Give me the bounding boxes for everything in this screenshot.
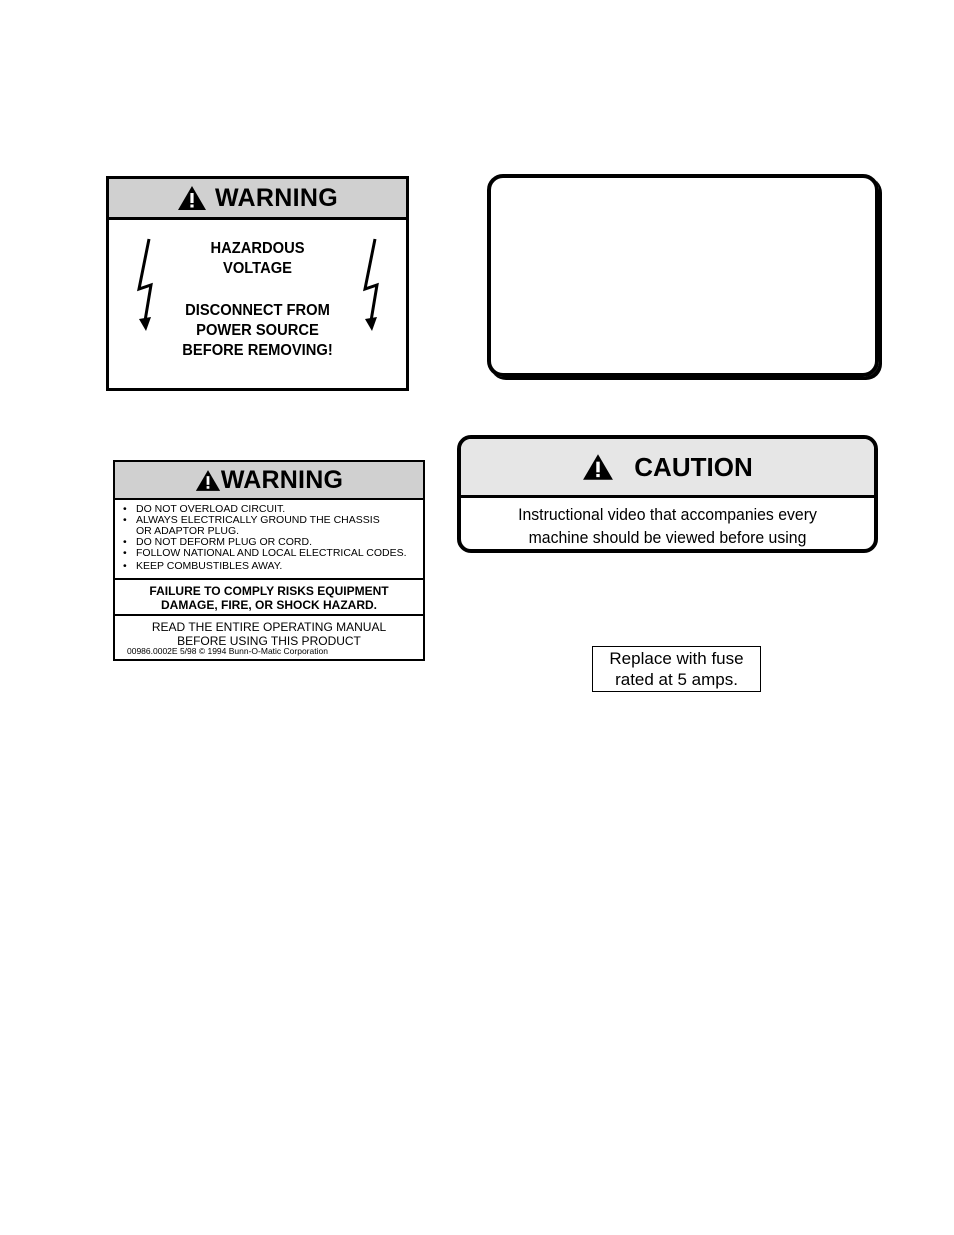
caution-body: Instructional video that accompanies every machine should be viewed before using — [518, 505, 817, 547]
divider — [115, 578, 423, 580]
electrical-warning-header — [115, 462, 423, 500]
caution-label-title: CAUTION — [634, 451, 753, 482]
lightning-bolt-icon — [133, 237, 165, 333]
hazard-label-title: WARNING — [215, 183, 338, 212]
hazard-label-header — [109, 179, 406, 220]
hazard-line-hazardous: HAZARDOUS — [210, 240, 305, 257]
hazard-line-disconnect: DISCONNECT FROM — [185, 302, 330, 319]
hazard-line-voltage: VOLTAGE — [223, 260, 292, 277]
electrical-warning-label — [113, 460, 425, 661]
list-item: • ALWAYS ELECTRICALLY GROUND THE CHASSIS OR ADAPTOR PLUG. — [121, 515, 419, 537]
caution-label-header — [461, 439, 874, 498]
list-item: • KEEP COMBUSTIBLES AWAY. — [121, 561, 419, 572]
failure-notice: FAILURE TO COMPLY RISKS EQUIPMENT DAMAGE, FIRE, OR SHOCK HAZARD. — [149, 584, 389, 612]
list-item: • DO NOT OVERLOAD CIRCUIT. — [121, 504, 419, 515]
list-item: • DO NOT DEFORM PLUG OR CORD. — [121, 537, 419, 548]
list-item: • FOLLOW NATIONAL AND LOCAL ELECTRICAL CODES. — [121, 548, 419, 559]
electrical-warning-title: WARNING — [220, 465, 344, 494]
hazard-line-before-removing: BEFORE REMOVING! — [182, 342, 333, 359]
lightning-bolt-icon — [359, 237, 391, 333]
hazardous-voltage-label — [106, 176, 409, 391]
warning-triangle-icon — [177, 185, 207, 211]
fuse-label: Replace with fuse rated at 5 amps. — [592, 646, 761, 692]
blank-label — [487, 174, 879, 377]
hazard-line-power-source: POWER SOURCE — [196, 322, 319, 339]
warning-triangle-icon — [582, 453, 614, 481]
caution-label — [457, 435, 878, 553]
warning-triangle-icon — [195, 469, 221, 492]
part-number: 00986.0002E 5/98 © 1994 Bunn-O-Matic Corporation — [127, 646, 328, 656]
divider — [115, 614, 423, 616]
warning-list — [121, 504, 419, 572]
read-manual-notice: READ THE ENTIRE OPERATING MANUAL BEFORE USING THIS PRODUCT — [151, 620, 387, 648]
